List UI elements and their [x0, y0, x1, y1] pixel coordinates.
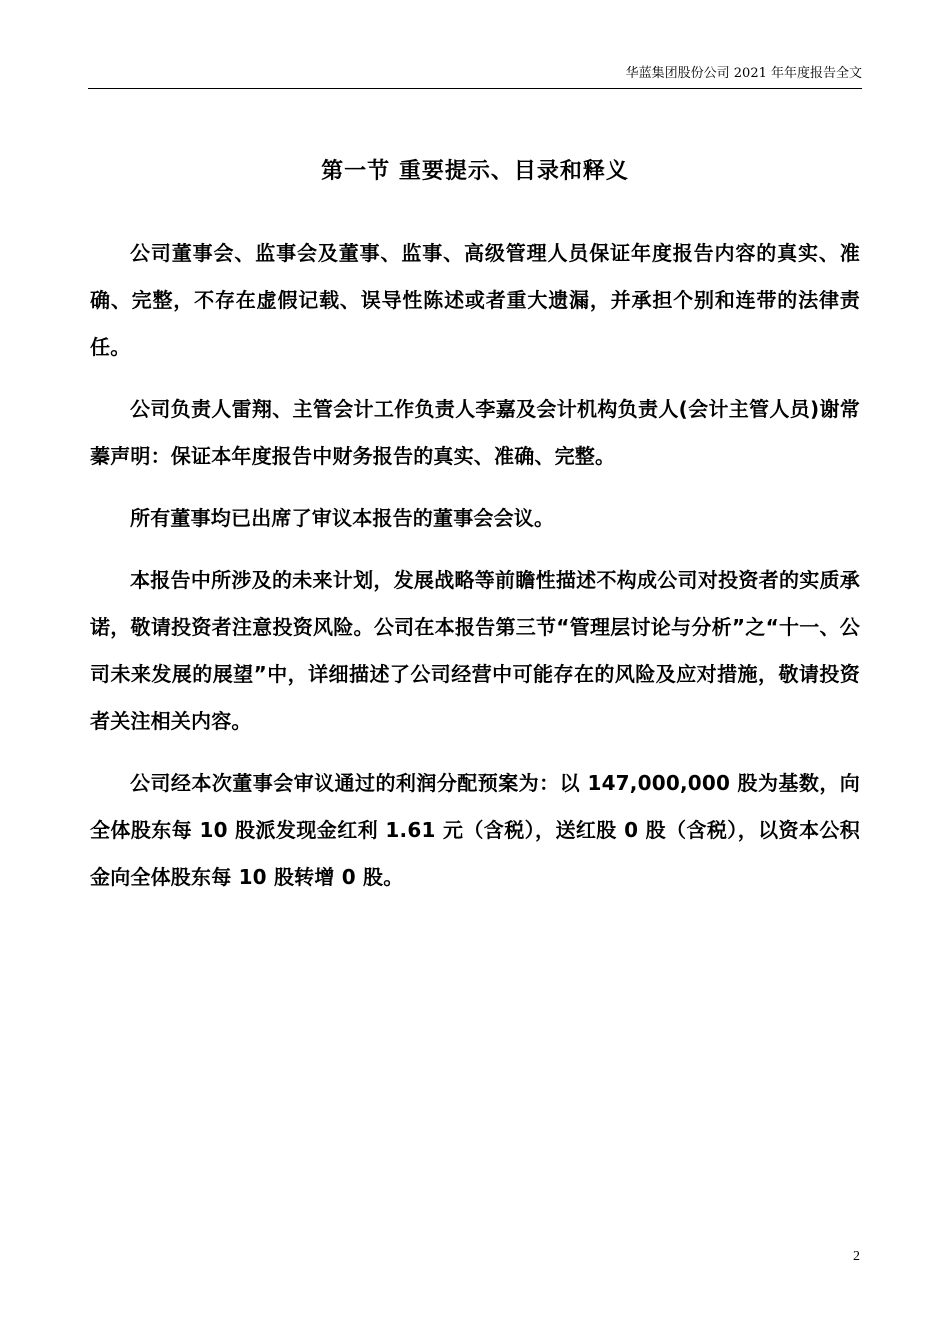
- running-header-title: 华蓝集团股份公司 2021 年年度报告全文: [625, 66, 862, 81]
- page-number: 2: [853, 1249, 860, 1264]
- running-header: [88, 64, 862, 89]
- paragraph-board-attendance: 所有董事均已出席了审议本报告的董事会会议。: [130, 506, 555, 530]
- paragraph-responsibility-statement: 公司董事会、监事会及董事、监事、高级管理人员保证年度报告内容的真实、准确、完整，不存在虚假记载、误导性陈述或者重大遗漏，并承担个别和连带的法律责任。: [90, 241, 860, 359]
- paragraph-profit-distribution: 公司经本次董事会审议通过的利润分配预案为：以 147,000,000 股为基数，向全体股东每 10 股派发现金红利 1.61 元（含税），送红股 0 股（含税），以资本公积金向全体股东每 10 股转增 0 股。: [90, 771, 860, 889]
- section-title: 第一节 重要提示、目录和释义: [321, 159, 629, 184]
- body-text: [90, 230, 860, 916]
- paragraph-forward-looking-risk: 本报告中所涉及的未来计划，发展战略等前瞻性描述不构成公司对投资者的实质承诺，敬请投资者注意投资风险。公司在本报告第三节“管理层讨论与分析”之“十一、公司未来发展的展望”中，详细描述了公司经营中可能存在的风险及应对措施，敬请投资者关注相关内容。: [90, 568, 860, 733]
- paragraph-financial-declaration: 公司负责人雷翔、主管会计工作负责人李嘉及会计机构负责人(会计主管人员)谢常蓁声明：保证本年度报告中财务报告的真实、准确、完整。: [90, 397, 860, 468]
